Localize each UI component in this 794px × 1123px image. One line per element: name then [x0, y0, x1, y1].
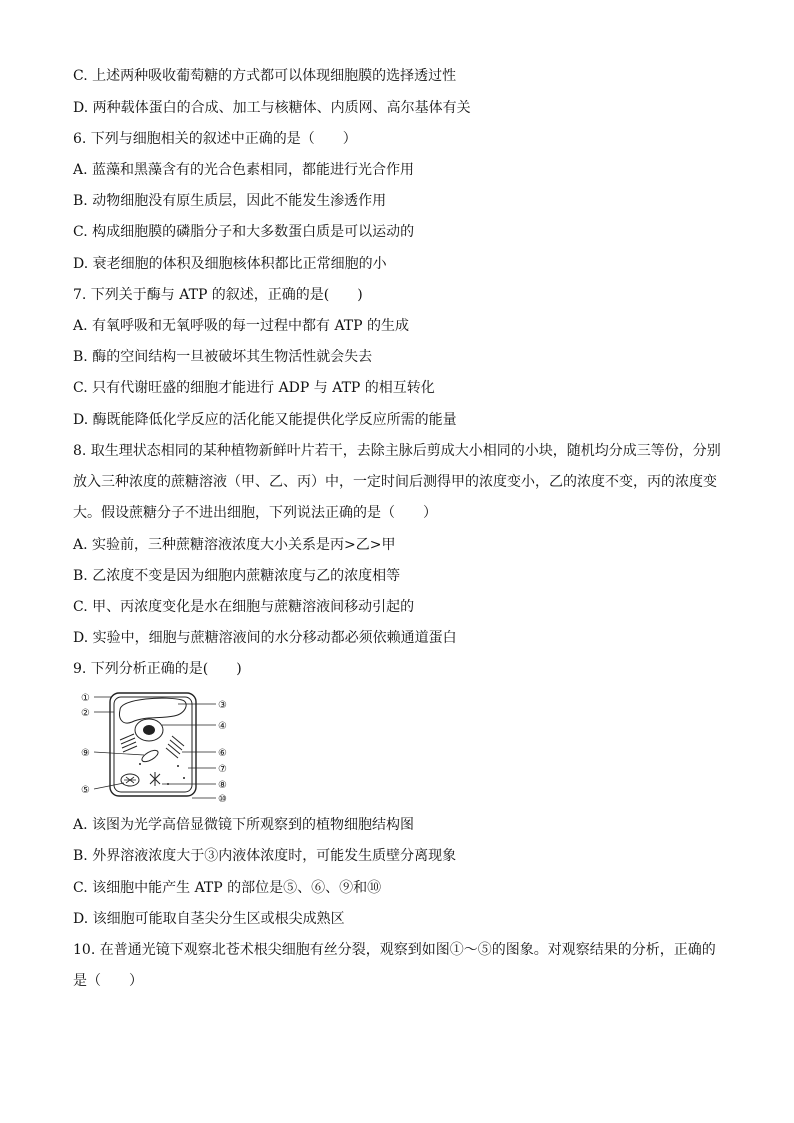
- line-q6d: D. 衰老细胞的体积及细胞核体积都比正常细胞的小: [73, 256, 387, 272]
- line-q6b: B. 动物细胞没有原生质层，因此不能发生渗透作用: [73, 193, 387, 209]
- line-q9c: C. 该细胞中能产生 ATP 的部位是⑤、⑥、⑨和⑩: [73, 880, 382, 896]
- label-6: ⑥: [218, 748, 227, 759]
- question-8-line2: 放入三种浓度的蔗糖溶液（甲、乙、丙）中，一定时间后测得甲的浓度变小，乙的浓度不变，丙的浓度变: [73, 474, 717, 490]
- nucleolus: [143, 725, 155, 735]
- line-q8b: B. 乙浓度不变是因为细胞内蔗糖浓度与乙的浓度相等: [73, 568, 401, 584]
- plant-cell-diagram: [76, 688, 236, 806]
- line-q7c: C. 只有代谢旺盛的细胞才能进行 ADP 与 ATP 的相互转化: [73, 380, 435, 396]
- question-7: 7. 下列关于酶与 ATP 的叙述，正确的是( ): [73, 287, 363, 303]
- question-10-line1: 10. 在普通光镜下观察北苍术根尖细胞有丝分裂，观察到如图①～⑤的图象。对观察结果的分析，正确的: [73, 942, 716, 958]
- label-4: ④: [218, 721, 227, 732]
- line-q7a: A. 有氧呼吸和无氧呼吸的每一过程中都有 ATP 的生成: [73, 318, 410, 334]
- label-9: ⑨: [81, 748, 90, 759]
- label-2: ②: [81, 708, 90, 719]
- line-q6a: A. 蓝藻和黑藻含有的光合色素相同，都能进行光合作用: [73, 162, 415, 178]
- mitochondrion: [140, 748, 160, 764]
- centrosome: [150, 772, 160, 786]
- line-q6c: C. 构成细胞膜的磷脂分子和大多数蛋白质是可以运动的: [73, 224, 415, 240]
- organelle-stack-left: [120, 734, 137, 752]
- golgi-apparatus: [166, 736, 184, 758]
- ribosomes: [139, 763, 185, 785]
- label-10: ⑩: [218, 794, 227, 805]
- line-q5c: C. 上述两种吸收葡萄糖的方式都可以体现细胞膜的选择透过性: [73, 68, 457, 84]
- question-10-line2: 是（ ）: [73, 973, 143, 989]
- question-8-line1: 8. 取生理状态相同的某种植物新鲜叶片若干，去除主脉后剪成大小相同的小块，随机均分成三等份，分别: [73, 443, 721, 459]
- line-q8d: D. 实验中，细胞与蔗糖溶液间的水分移动都必须依赖通道蛋白: [73, 630, 457, 646]
- line-q5d: D. 两种载体蛋白的合成、加工与核糖体、内质网、高尔基体有关: [73, 100, 471, 116]
- line-q8c: C. 甲、丙浓度变化是水在细胞与蔗糖溶液间移动引起的: [73, 599, 415, 615]
- line-q7d: D. 酶既能降低化学反应的活化能又能提供化学反应所需的能量: [73, 412, 457, 428]
- label-7: ⑦: [218, 764, 227, 775]
- question-6: 6. 下列与细胞相关的叙述中正确的是（ ）: [73, 131, 357, 147]
- label-3: ③: [218, 700, 227, 711]
- line-q8a: A. 实验前，三种蔗糖溶液浓度大小关系是丙>乙>甲: [73, 537, 396, 553]
- line-q9b: B. 外界溶液浓度大于③内液体浓度时，可能发生质壁分离现象: [73, 848, 457, 864]
- question-9: 9. 下列分析正确的是( ): [73, 661, 242, 677]
- label-5: ⑤: [81, 785, 90, 796]
- cell-membrane: [114, 697, 192, 792]
- question-8-line3: 大。假设蔗糖分子不进出细胞，下列说法正确的是（ ）: [73, 505, 437, 521]
- line-q9a: A. 该图为光学高倍显微镜下所观察到的植物细胞结构图: [73, 817, 415, 833]
- line-q9d: D. 该细胞可能取自茎尖分生区或根尖成熟区: [73, 911, 345, 927]
- line-q7b: B. 酶的空间结构一旦被破坏其生物活性就会失去: [73, 349, 373, 365]
- label-1: ①: [81, 693, 90, 704]
- label-8: ⑧: [218, 780, 227, 791]
